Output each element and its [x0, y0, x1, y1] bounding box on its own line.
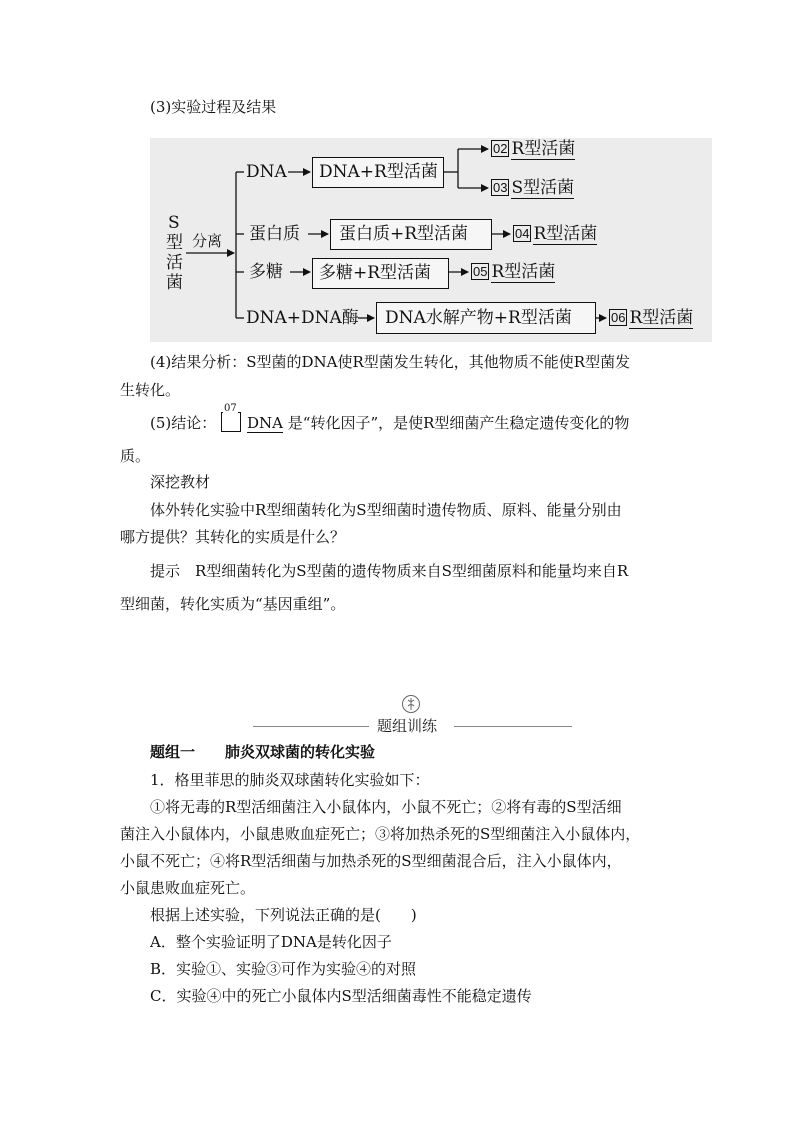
analysis-line-1: (4)结果分析：S型菌的DNA使R型菌发生转化，其他物质不能使R型菌发: [150, 353, 631, 371]
result-1b-num: 03: [493, 180, 508, 195]
option-a: A．整个实验证明了DNA是转化因子: [150, 933, 392, 951]
mixture-box-2: [330, 219, 492, 250]
q1-line-4: 小鼠患败血症死亡。: [120, 879, 256, 897]
component-protein: 蛋白质: [249, 224, 300, 244]
result-2-text: R型活菌: [533, 224, 598, 244]
source-char-1: S: [168, 213, 180, 233]
result-2-num: 04: [515, 226, 530, 241]
conclusion-line-1: [150, 403, 630, 433]
result-4-num: 06: [611, 310, 626, 325]
component-dna-dnase: DNA+DNA酶: [246, 308, 359, 328]
source-char-4: 菌: [166, 273, 183, 293]
mixture-box-3: [312, 258, 449, 289]
mixture-text-2: 蛋白质+R型活菌: [339, 224, 469, 244]
deep-dig-question-2: 哪方提供？其转化的实质是什么？: [120, 528, 346, 546]
result-1b: [491, 177, 574, 199]
hint-line-1: 提示 R型细菌转化为S型菌的遗传物质来自S型细菌原料和能量均来自R: [150, 562, 629, 580]
result-1b-text: S型活菌: [511, 178, 575, 198]
source-char-3: 活: [166, 253, 183, 273]
banner-line-left: [253, 726, 369, 727]
deep-dig-question-1: 体外转化实验中R型细菌转化为S型细菌时遗传物质、原料、能量分别由: [150, 501, 622, 519]
banner-title: 题组训练: [377, 717, 438, 735]
conclusion-answer: DNA: [247, 414, 284, 432]
q1-line-2: 菌注入小鼠体内，小鼠患败血症死亡；③将加热杀死的S型细菌注入小鼠体内，: [120, 825, 641, 843]
banner-emblem-icon: [401, 694, 421, 714]
result-4-text: R型活菌: [629, 308, 694, 328]
analysis-line-2: 生转化。: [120, 381, 181, 399]
section-heading-3: (3)实验过程及结果: [150, 98, 277, 116]
conclusion-rest: 是“转化因子”，是使R型细菌产生稳定遗传变化的物: [287, 414, 630, 432]
deep-dig-title: 深挖教材: [150, 473, 211, 491]
conclusion-prefix: (5)结论：: [150, 414, 217, 432]
option-c: C．实验④中的死亡小鼠体内S型活细菌毒性不能稳定遗传: [150, 987, 532, 1005]
result-1a: [491, 138, 575, 160]
source-char-2: 型: [166, 233, 183, 253]
result-4: [609, 307, 693, 329]
hint-line-2: 型细菌，转化实质为“基因重组”。: [120, 595, 346, 613]
q1-intro: 1．格里菲思的肺炎双球菌转化实验如下：: [150, 771, 430, 789]
result-2: [513, 223, 597, 245]
result-3-text: R型活菌: [491, 262, 556, 282]
answer-blank-box: [221, 403, 241, 432]
group-title: 题组一 肺炎双球菌的转化实验: [150, 743, 376, 761]
mixture-text-4: DNA水解产物+R型活菌: [385, 308, 572, 328]
separate-label: 分离: [192, 232, 223, 250]
mixture-box-4: [376, 302, 596, 334]
q1-line-3: 小鼠不死亡；④将R型活细菌与加热杀死的S型细菌混合后，注入小鼠体内，: [120, 852, 622, 870]
result-3-num: 05: [473, 264, 488, 279]
mixture-box-1: [312, 157, 444, 188]
mixture-text-3: 多糖+R型活菌: [319, 263, 432, 283]
mixture-text-1: DNA+R型活菌: [319, 162, 438, 182]
component-dna: DNA: [246, 162, 287, 182]
result-1a-text: R型活菌: [511, 139, 576, 159]
q1-line-1: ①将无毒的R型活细菌注入小鼠体内，小鼠不死亡；②将有毒的S型活细: [150, 798, 622, 816]
answer-blank-num: 07: [224, 403, 237, 414]
q1-question: 根据上述实验，下列说法正确的是( ): [150, 906, 417, 924]
conclusion-line-2: 质。: [120, 447, 151, 465]
option-b: B．实验①、实验③可作为实验④的对照: [150, 960, 417, 978]
banner-line-right: [454, 726, 572, 727]
result-1a-num: 02: [493, 141, 508, 156]
experiment-diagram: [150, 138, 712, 342]
result-3: [471, 261, 555, 283]
component-polysaccharide: 多糖: [249, 262, 283, 282]
